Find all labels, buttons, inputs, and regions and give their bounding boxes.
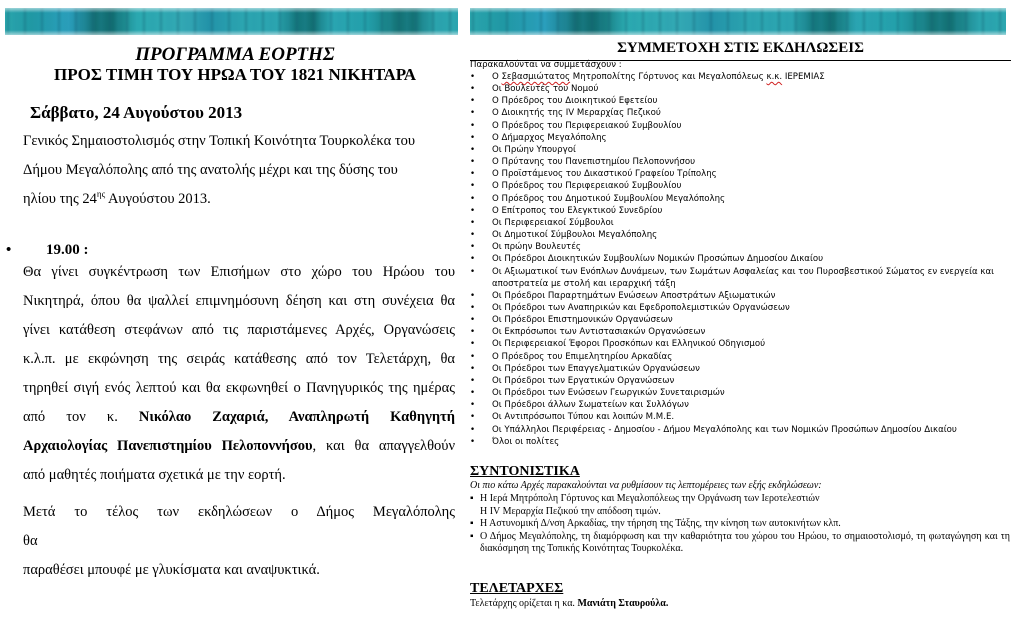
ceremony-paragraph [23, 258, 455, 490]
program-title: ΠΡΟΓΡΑΜΜΑ ΕΟΡΤΗΣ [135, 44, 335, 65]
bullet-icon: • [470, 388, 476, 399]
bullet-icon: • [470, 96, 476, 107]
list-item [468, 107, 1013, 119]
list-item [468, 205, 1013, 217]
spellcheck-underlined-word: κ.κ. [766, 72, 783, 82]
flag-line-3-post: Αυγούστου 2013. [105, 191, 211, 207]
decorative-banner-left [5, 8, 458, 35]
bullet-icon: • [470, 181, 476, 192]
list-item [468, 363, 1013, 375]
item-text: Οι πρώην Βουλευτές [492, 242, 581, 253]
bullet-icon: • [470, 290, 476, 301]
list-item [468, 95, 1013, 107]
coordination-intro: Οι πιο κάτω Αρχές παρακαλούνται να ρυθμίσουν τις λεπτομέρειες των εξής εκδηλώσεων: [470, 480, 822, 491]
flag-line-1: Γενικός Σημαιοστολισμός στην Τοπική Κοινότητα Τουρκολέκα του [23, 133, 416, 149]
ordinal-suffix: ης [96, 189, 106, 199]
ceremony-line-1: Θα γίνει συγκέντρωση των Επισήμων στο χώρο του Ηρώου του [23, 264, 455, 280]
bullet-icon: • [470, 400, 476, 411]
item-text: Οι Βουλευτές του Νομού [492, 84, 599, 95]
participation-intro: Παρακαλούνται να συμμετάσχουν : [470, 60, 622, 70]
item-text: Ο Πρύτανης του Πανεπιστημίου Πελοποννήσου [492, 157, 696, 168]
item-text: Οι Υπάλληλοι Περιφέρειας - Δημοσίου - Δήμου Μεγαλόπολης και των Νομικών Προσώπων Δημοσίου Δικαίου [492, 424, 957, 435]
bullet-icon: • [470, 217, 476, 228]
item-text: Οι Περιφερειακοί Έφοροι Προσκόπων και Ελληνικού Οδηγισμού [492, 339, 766, 350]
item-text: Οι Αξιωματικοί των Ενόπλων Δυνάμεων, των Σωμάτων Ασφαλείας και του Πυροσβεστικού Σώματος εν ενεργεία και αποστρατεία με στολή και ιεραρχική τάξη [492, 266, 995, 289]
masters-text-pre: Τελετάρχης ορίζεται η κα. [470, 598, 578, 609]
bullet-icon: • [470, 169, 476, 180]
decorative-banner-right [470, 8, 1006, 35]
coordination-heading: ΣΥΝΤΟΝΙΣΤΙΚΑ [470, 464, 580, 479]
bullet-icon: • [470, 436, 476, 447]
item-text: Η Ιερά Μητρόπολη Γόρτυνος και Μεγαλοπόλεως την Οργάνωση των Ιεροτελεστιών [480, 493, 820, 504]
participation-title: ΣΥΜΜΕΤΟΧΗ ΣΤΙΣ ΕΚΔΗΛΩΣΕΙΣ [617, 40, 864, 56]
ceremony-line-5: τηρηθεί σιγή ενός λεπτού και θα εκφωνηθεί ο Πανηγυρικός της ημέρας [23, 380, 455, 396]
bullet-icon: • [470, 193, 476, 204]
item-text: Οι Εκπρόσωποι των Αντιστασιακών Οργανώσεων [492, 327, 706, 338]
list-item [468, 351, 1013, 363]
item-text: Ο Πρόεδρος του Διοικητικού Εφετείου [492, 96, 658, 107]
participants-list [468, 71, 1013, 448]
bullet-icon: • [470, 120, 476, 131]
item-text: Οι Αντιπρόσωποι Τύπου και λοιπών Μ.Μ.Ε. [492, 412, 675, 423]
list-item [468, 193, 1013, 205]
list-item [468, 83, 1013, 95]
ceremony-line-8: από μαθητές ποιήματα σχετικά με την εορτή. [23, 467, 286, 483]
item-text: Οι Πρόεδροι Παραρτημάτων Ενώσεων Αποστράτων Αξιωματικών [492, 290, 776, 301]
list-item [468, 424, 1013, 436]
bullet-icon: • [470, 424, 476, 435]
list-item [468, 411, 1013, 423]
item-text: Η Αστυνομική Δ/νση Αρκαδίας, την τήρηση της Τάξης, την κίνηση των αυτοκινήτων κλπ. [480, 518, 841, 529]
square-bullet-icon: ▪ [470, 493, 474, 504]
bullet-icon: • [470, 363, 476, 374]
flag-decoration-paragraph [23, 127, 455, 214]
item-text: Οι Πρόεδροι Διοικητικών Συμβουλίων Νομικών Προσώπων Δημοσίου Δικαίου [492, 254, 824, 265]
item-text: Ο Πρόεδρος του Δημοτικού Συμβουλίου Μεγαλόπολης [492, 193, 726, 204]
ceremony-line-4: κ.λ.π. με εκφώνηση της σειράς κατάθεσης από τον Τελετάρχη, θα [23, 351, 455, 367]
bullet-icon: • [470, 302, 476, 313]
item-text: Οι Περιφερειακοί Σύμβουλοι [492, 217, 614, 228]
item-text: Οι Πρόεδροι άλλων Σωματείων και Συλλόγων [492, 400, 689, 411]
ceremony-line-7 [23, 432, 455, 461]
coordination-list [470, 493, 1010, 556]
bullet-icon: • [470, 266, 476, 277]
closing-paragraph [23, 498, 455, 585]
bullet-icon: • [470, 132, 476, 143]
item-text: Ο Πρόεδρος του Περιφερειακού Συμβουλίου [492, 120, 682, 131]
speaker-affiliation: Αρχαιολογίας Πανεπιστημίου Πελοποννήσου [23, 438, 313, 454]
bullet-icon: • [470, 72, 476, 82]
list-item [468, 302, 1013, 314]
list-item [468, 314, 1013, 326]
ceremony-line-3: γίνει κατάθεση στεφάνων από τις παριστάμενες Αρχές, Οργανώσεις [23, 322, 455, 338]
list-item [468, 144, 1013, 156]
item-text-pre: Ο [492, 72, 502, 82]
list-item [468, 168, 1013, 180]
bullet-icon: • [470, 230, 476, 241]
time-bullet [6, 242, 89, 259]
list-item [468, 71, 1013, 83]
item-subtext: Η IV Μεραρχία Πεζικού την απόδοση τιμών. [480, 505, 661, 517]
item-text: Ο Πρόεδρος του Περιφερειακού Συμβουλίου [492, 181, 682, 192]
item-text: Ο Δήμαρχος Μεγαλόπολης [492, 132, 607, 143]
bullet-icon: • [470, 144, 476, 155]
speaker-pre: από τον κ. [23, 409, 139, 425]
list-item [470, 531, 1010, 556]
list-item [468, 180, 1013, 192]
item-text: Ο Πρόεδρος του Επιμελητηρίου Αρκαδίας [492, 351, 673, 362]
time-label: 19.00 : [46, 242, 89, 258]
bullet-icon: • [470, 108, 476, 119]
square-bullet-icon: ▪ [470, 518, 474, 529]
item-text: Οι Πρόεδροι των Ενώσεων Γεωργικών Συνεταιρισμών [492, 388, 725, 399]
bullet-icon: • [470, 375, 476, 386]
bullet-icon: • [470, 412, 476, 423]
square-bullet-icon: ▪ [470, 530, 474, 542]
list-item [468, 387, 1013, 399]
bullet-icon: • [470, 157, 476, 168]
list-item [468, 156, 1013, 168]
list-item [468, 436, 1013, 448]
list-item [468, 326, 1013, 338]
flag-line-2: Δήμου Μεγαλόπολης από της ανατολής μέχρι και της δύσης του [23, 162, 398, 178]
list-item [468, 290, 1013, 302]
list-item [468, 338, 1013, 350]
master-name: Μανιάτη Σταυρούλα. [577, 598, 669, 609]
bullet-icon: • [470, 254, 476, 265]
item-text-post: ΙΕΡΕΜΙΑΣ [782, 72, 825, 82]
item-text: Οι Πρόεδροι των Αναπηρικών και Εφεδροπολεμιστικών Οργανώσεων [492, 302, 790, 313]
masters-text [470, 598, 668, 609]
closing-line-1: Μετά το τέλος των εκδηλώσεων ο Δήμος Μεγαλόπολης θα [23, 504, 455, 549]
item-text: Όλοι οι πολίτες [492, 436, 560, 447]
bullet-icon: • [6, 242, 12, 258]
bullet-icon: • [470, 315, 476, 326]
item-text: Ο Δήμος Μεγαλόπολης, τη διαμόρφωση και την καθαριότητα του χώρου του Ηρώου, το σημαιοστολισμό, τη φωταγώγηση και τη διακόσμηση της Τοπικής Κοινότητας Τουρκολέκα. [480, 530, 1010, 554]
bullet-icon: • [470, 205, 476, 216]
list-item [468, 229, 1013, 241]
item-text: Ο Προϊστάμενος του Δικαστικού Γραφείου Τρίπολης [492, 169, 717, 180]
item-text: Οι Πρόεδροι των Εργατικών Οργανώσεων [492, 375, 675, 386]
item-text: Οι Πρώην Υπουργοί [492, 144, 576, 155]
item-text: Οι Πρόεδροι των Επαγγελματικών Οργανώσεων [492, 363, 700, 374]
item-text: Οι Δημοτικοί Σύμβουλοι Μεγαλόπολης [492, 230, 658, 241]
bullet-icon: • [470, 327, 476, 338]
spellcheck-underlined-word: Σεβασμιώτατος [501, 72, 571, 82]
list-item [468, 399, 1013, 411]
list-item [470, 493, 1010, 518]
list-item [468, 266, 1013, 290]
speaker-name: Νικόλαο Ζαχαριά, Αναπληρωτή Καθηγητή [138, 409, 456, 425]
list-item [468, 253, 1013, 265]
ceremony-line-6 [23, 403, 455, 432]
item-text: Ο Επίτροπος του Ελεγκτικού Συνεδρίου [492, 205, 663, 216]
item-text: Οι Πρόεδροι Επιστημονικών Οργανώσεων [492, 315, 673, 326]
item-text-mid: Μητροπολίτης Γόρτυνος και Μεγαλοπόλεως [570, 72, 767, 82]
list-item [468, 241, 1013, 253]
program-subtitle: ΠΡΟΣ ΤΙΜΗ ΤΟΥ ΗΡΩΑ ΤΟΥ 1821 ΝΙΚΗΤΑΡΑ [54, 65, 416, 84]
ceremony-line-7-post: , και θα απαγγελθούν [312, 438, 455, 454]
list-item [468, 132, 1013, 144]
closing-line-2: παραθέσει μπουφέ με γλυκίσματα και αναψυκτικά. [23, 562, 320, 578]
list-item [468, 217, 1013, 229]
flag-line-3-pre: ηλίου της 24 [23, 191, 97, 207]
list-item [468, 120, 1013, 132]
masters-heading: ΤΕΛΕΤΑΡΧΕΣ [470, 581, 564, 596]
bullet-icon: • [470, 242, 476, 253]
list-item [470, 518, 1010, 531]
event-date: Σάββατο, 24 Αυγούστου 2013 [30, 103, 243, 122]
bullet-icon: • [470, 339, 476, 350]
ceremony-line-2: Νικητηρά, όπου θα ψαλλεί επιμνημόσυνη δέηση και στη συνέχεια θα [23, 293, 455, 309]
item-text: Ο Διοικητής της ΙV Μεραρχίας Πεζικού [492, 108, 661, 119]
bullet-icon: • [470, 84, 476, 95]
list-item [468, 375, 1013, 387]
bullet-icon: • [470, 351, 476, 362]
